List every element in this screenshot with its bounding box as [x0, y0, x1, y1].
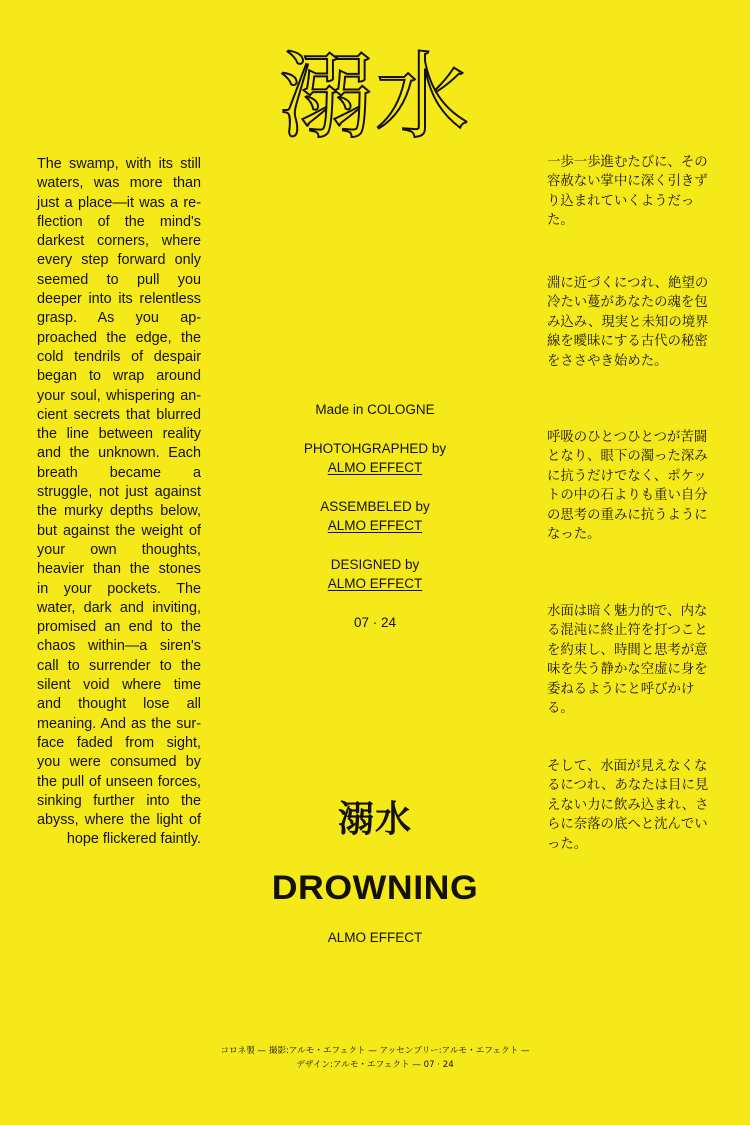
author-name: ALMO EFFECT	[327, 930, 423, 945]
japanese-paragraph-5: そして、水面が見えなくなるにつれ、あなたは目に見えない力に飲み込まれ、さらに奈落の底へと沈んでいった。	[547, 759, 709, 852]
japanese-paragraph-2: 淵に近づくにつれ、絶望の冷たい蔓があなたの魂を包み込み、現実と未知の境界線を曖昧にする古代の秘密をささやき始めた。	[547, 276, 709, 369]
assembled-label: ASSEMBELED by	[320, 499, 430, 514]
credits-block	[250, 400, 500, 632]
header-kanji-outline: 溺水	[278, 43, 471, 152]
japanese-paragraph-3: 呼吸のひとつひとつが苦闘となり、眼下の濁った深みに抗うだけでなく、ポケットの中の石よりも重い自分の思考の重みに抗うようになった。	[547, 430, 708, 543]
assembled-name-link: ALMO EFFECT	[327, 518, 423, 533]
photographed-label: PHOTOHGRAPHED by	[303, 441, 447, 456]
footer-credits	[150, 1044, 600, 1072]
date-text: 07 · 24	[353, 615, 397, 630]
photographed-name-link: ALMO EFFECT	[327, 460, 423, 475]
footer-line-2: デザイン:アルモ・エフェクト — 07 · 24	[296, 1060, 454, 1070]
made-in-text: Made in COLOGNE	[315, 402, 435, 417]
english-story-column: The swamp, with its still waters, was more than just a place—it was a reflection of the mind's darkest corners, where every step forward only seemed to pull you deeper into its relentless grasp. As you approached the edge, the cold tendrils of despair began to wrap around your soul, whispering ancient secrets that blurred the line between reality and the unknown. Each breath became a struggle, not just against the murky depths below, but against the weight of your own thoughts, heavier than the stones in your pockets. The water, dark and inviting, promised an end to the chaos within—a siren's call to surrender to the silent void where time and thought lose all meaning. And as the surface faded from sight, you were consumed by the pull of unseen forces, sinking further into the abyss, where the light of hope flickered faintly.	[37, 156, 201, 848]
footer-line-1: コロネ製 — 撮影:アルモ・エフェクト — アッセンブリー:アルモ・エフェクト —	[220, 1046, 530, 1056]
title-drowning: DROWNING	[271, 869, 479, 907]
title-kanji: 溺水	[337, 799, 412, 840]
designed-label: DESIGNED by	[330, 557, 420, 572]
japanese-paragraph-4: 水面は暗く魅力的で、内なる混沌に終止符を打つことを約束し、時間と思考が意味を失う静かな空虚に身を委ねるようにと呼びかける。	[547, 604, 708, 717]
japanese-paragraph-1: 一歩一歩進むたびに、その容赦ない掌中に深く引きずり込まれていくようだった。	[547, 155, 708, 229]
designed-name-link: ALMO EFFECT	[327, 576, 423, 591]
